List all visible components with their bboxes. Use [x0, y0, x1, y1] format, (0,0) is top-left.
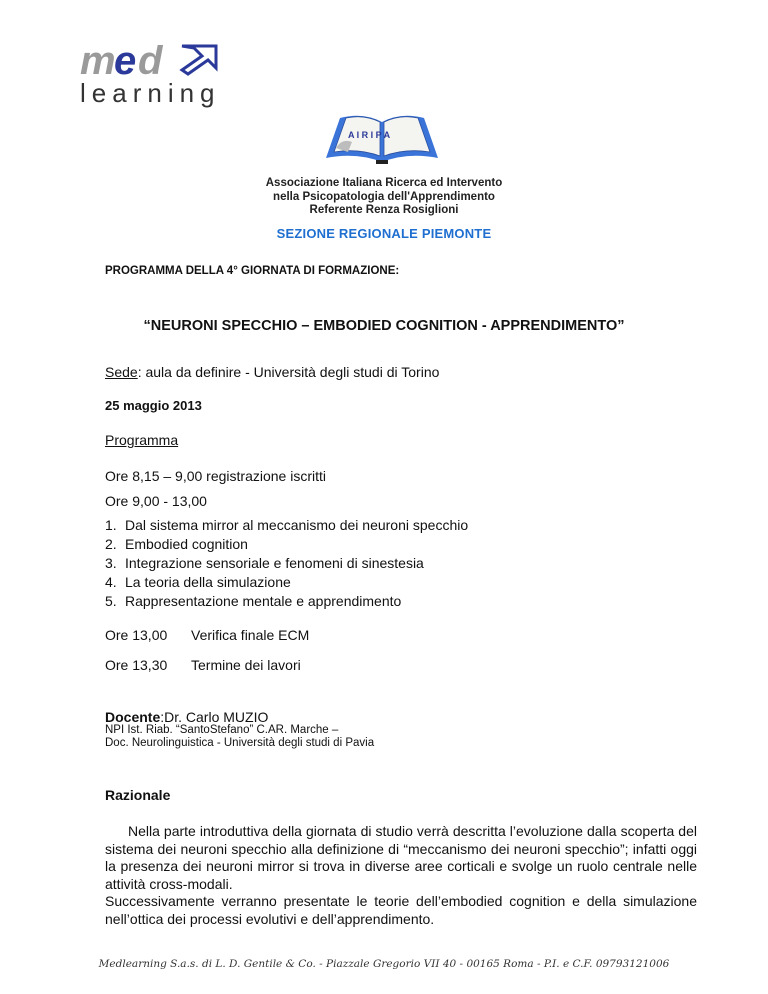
svg-text:d: d [138, 39, 163, 83]
list-item [105, 573, 468, 592]
topic-list [105, 516, 468, 611]
medlearning-logo [78, 38, 238, 108]
item-text: Dal sistema mirror al meccanismo dei neuroni specchio [125, 517, 469, 533]
docente-affiliation-2: Doc. Neurolinguistica - Università degli studi di Pavia [105, 737, 375, 749]
footer: Medlearning S.a.s. di L. D. Gentile & Co. - Piazzale Gregorio VII 40 - 00165 Roma - P.I. e C.F. 09793121006 [98, 958, 670, 970]
item-text: Rappresentazione mentale e apprendimento [125, 593, 402, 609]
svg-text:A I R I P A: A I R I P A [348, 130, 391, 140]
razionale-body [105, 823, 697, 928]
item-text: Integrazione sensoriale e fenomeni di sinestesia [125, 555, 424, 571]
venue [105, 364, 439, 381]
svg-text:m: m [80, 39, 113, 83]
program-heading: PROGRAMMA DELLA 4° GIORNATA DI FORMAZIONE: [105, 265, 400, 277]
item-text: La teoria della simulazione [125, 574, 291, 590]
svg-text:e: e [114, 39, 134, 83]
item-number: 1. [105, 517, 117, 533]
docente-name: :Dr. Carlo MUZIO [160, 709, 269, 725]
svg-text:learning: learning [80, 78, 221, 108]
venue-text: : aula da definire - Università degli studi di Torino [137, 364, 440, 380]
item-number: 4. [105, 574, 117, 590]
venue-label: Sede [105, 364, 138, 380]
schedule-activity: Verifica finale ECM [191, 627, 310, 643]
schedule-activity: Termine dei lavori [191, 657, 301, 673]
section-title: SEZIONE REGIONALE PIEMONTE [276, 226, 492, 241]
event-title: “NEURONI SPECCHIO – EMBODIED COGNITION - APPRENDIMENTO” [143, 318, 625, 334]
schedule-row [105, 627, 309, 643]
docente [105, 709, 268, 725]
item-number: 5. [105, 593, 117, 609]
schedule-time: Ore 13,30 [105, 657, 168, 673]
item-number: 3. [105, 555, 117, 571]
razionale-paragraph-1: Nella parte introduttiva della giornata di studio verrà descritta l’evoluzione dalla scoperta del sistema dei neuroni specchio alla definizione di “meccanismo dei neuroni specchio”; infatti oggi la presenza dei neuroni mirror si trova in diverse aree corticali e svolge un ruolo centrale nelle attività cross-modali. [105, 823, 697, 892]
list-item [105, 592, 468, 611]
schedule-morning: Ore 9,00 - 13,00 [105, 493, 207, 509]
item-number: 2. [105, 536, 117, 552]
association-name: Associazione Italiana Ricerca ed Intervento [265, 177, 503, 189]
event-date: 25 maggio 2013 [105, 398, 202, 413]
schedule-time: Ore 13,00 [105, 627, 168, 643]
airipa-logo [318, 108, 446, 170]
docente-affiliation-1: NPI Ist. Riab. “SantoStefano” C.AR. Marche – [105, 724, 339, 736]
association-header [0, 177, 768, 218]
association-subtitle: nella Psicopatologia dell'Apprendimento [273, 190, 495, 203]
list-item [105, 554, 468, 573]
schedule-row [105, 657, 301, 673]
programma-label: Programma [105, 432, 179, 448]
list-item [105, 535, 468, 554]
razionale-paragraph-2: Successivamente verranno presentate le teorie dell’embodied cognition e della simulazione nell’ottica dei processi evolutivi e dell’apprendimento. [105, 893, 697, 927]
association-referent: Referente Renza Rosiglioni [309, 204, 459, 216]
razionale-heading: Razionale [105, 787, 171, 803]
schedule-registration: Ore 8,15 – 9,00 registrazione iscritti [105, 468, 326, 484]
item-text: Embodied cognition [125, 536, 248, 552]
list-item [105, 516, 468, 535]
docente-label: Docente [105, 709, 161, 725]
